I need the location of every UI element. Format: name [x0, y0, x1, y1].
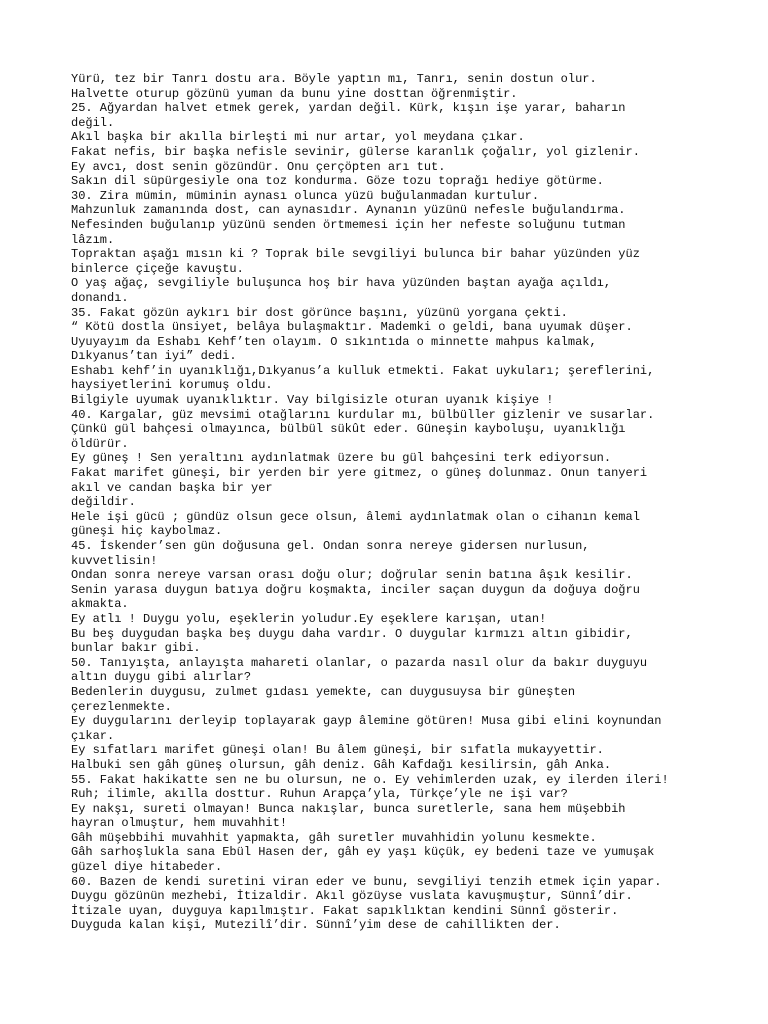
text-line: Halvette oturup gözünü yuman da bunu yine dosttan öğrenmiştir. [71, 86, 518, 101]
text-line: Çünkü gül bahçesi olmayınca, bülbül sükût eder. Güneşin kayboluşu, uyanıklığı [71, 422, 626, 437]
text-line: Bu beş duygudan başka beş duygu daha vardır. O duygular kırmızı altın gibidir, [71, 626, 633, 641]
text-line: Sakın dil süpürgesiyle ona toz kondurma. Göze tozu toprağı hediye götürme. [71, 174, 604, 189]
text-line: Duyguda kalan kişi, Mutezilî’dir. Sünnî’yim dese de cahillikten der. [71, 918, 561, 933]
text-line: Ruh; ilimle, akılla dosttur. Ruhun Arapça’yla, Türkçe’yle ne işi var? [71, 787, 568, 802]
text-line: 55. Fakat hakikatte sen ne bu olursun, ne o. Ey vehimlerden uzak, ey ilerden ileri! [71, 772, 669, 787]
text-line: Bilgiyle uyumak uyanıklıktır. Vay bilgisizle oturan uyanık kişiye ! [71, 393, 554, 408]
text-line: Dıkyanus’tan iyi” dedi. [71, 349, 237, 364]
text-line: İtizale uyan, duyguya kapılmıştır. Fakat sapıklıktan kendini Sünnî gösterir. [71, 903, 619, 918]
text-line: 30. Zira mümin, müminin aynası olunca yüzü buğulanmadan kurtulur. [71, 188, 540, 203]
text-line: Ey duygularını derleyip toplayarak gayp âlemine götüren! Musa gibi elini koynundan [71, 714, 662, 729]
text-line: O yaş ağaç, sevgiliyle buluşunca hoş bir hava yüzünden baştan ayağa açıldı, [71, 276, 612, 291]
text-line: Gâh sarhoşlukla sana Ebül Hasen der, gâh ey yaşı küçük, ey bedeni taze ve yumuşak [71, 845, 655, 860]
text-line: Ey atlı ! Duygu yolu, eşeklerin yoludur.Ey eşeklere karışan, utan! [71, 611, 547, 626]
text-line: Ey sıfatları marifet güneşi olan! Bu âlem güneşi, bir sıfatla mukayyettir. [71, 743, 604, 758]
text-line: 45. İskender’sen gün doğusuna gel. Ondan sonra nereye gidersen nurlusun, [71, 539, 590, 553]
text-line: Hele işi gücü ; gündüz olsun gece olsun, âlemi aydınlatmak olan o cihanın kemal [71, 509, 640, 524]
text-line: 60. Bazen de kendi suretini viran eder ve bunu, sevgiliyi tenzih etmek için yapar. [71, 874, 662, 889]
text-line: Duygu gözünün mezhebi, İtizaldir. Akıl gözüyse vuslata kavuşmuştur, Sünnî’dir. [71, 889, 633, 904]
text-line: Ey güneş ! Sen yeraltını aydınlatmak üzere bu gül bahçesini terk ediyorsun. [71, 451, 612, 466]
text-line: değildir. [71, 495, 136, 510]
text-line: bunlar bakır gibi. [71, 641, 201, 656]
text-line: güzel diye hitabeder. [71, 860, 223, 875]
text-line: Topraktan aşağı mısın ki ? Toprak bile sevgiliyi bulunca bir bahar yüzünden yüz [71, 247, 640, 262]
text-line: Gâh müşebbihi muvahhit yapmakta, gâh suretler muvahhidin yolunu kesmekte. [71, 830, 597, 845]
text-line: Ey avcı, dost senin gözündür. Onu çerçöpten arı tut. [71, 159, 446, 174]
document-page [71, 72, 711, 933]
text-line: Ey nakşı, sureti olmayan! Bunca nakışlar, bunca suretlerle, sana hem müşebbih [71, 801, 626, 816]
text-line: Nefesinden buğulanıp yüzünü senden örtmemesi için her nefeste soluğunu tutman [71, 217, 626, 232]
text-line: Uyuyayım da Eshabı Kehf’ten olayım. O sıkıntıda o minnette mahpus kalmak, [71, 334, 597, 349]
text-line: değil. [71, 115, 115, 130]
text-line: 35. Fakat gözün aykırı bir dost görünce başını, yüzünü yorgana çekti. [71, 305, 568, 320]
text-line: “ Kötü dostla ünsiyet, belâya bulaşmaktır. Mademki o geldi, bana uyumak düşer. [71, 320, 633, 335]
text-line: kuvvetlisin! [71, 553, 158, 568]
text-line: Akıl başka bir akılla birleşti mi nur artar, yol meydana çıkar. [71, 130, 525, 145]
text-line: öldürür. [71, 436, 129, 451]
text-line: akıl ve candan başka bir yer [71, 480, 273, 495]
text-line: Fakat marifet güneşi, bir yerden bir yere gitmez, o güneş dolunmaz. Onun tanyeri [71, 466, 648, 481]
text-line: Fakat nefis, bir başka nefisle sevinir, gülerse karanlık çoğalır, yol gizlenir. [71, 144, 640, 159]
text-line: güneşi hiç kaybolmaz. [71, 524, 223, 539]
text-line: çıkar. [71, 728, 115, 743]
text-line: 25. Ağyardan halvet etmek gerek, yardan değil. Kürk, kışın işe yarar, baharın [71, 101, 626, 116]
text-line: Bedenlerin duygusu, zulmet gıdası yemekte, can duygusuysa bir güneşten [71, 684, 576, 699]
text-line: 50. Tanıyışta, anlayışta mahareti olanlar, o pazarda nasıl olur da bakır duyguyu [71, 655, 648, 670]
text-line: akmakta. [71, 597, 129, 612]
text-line: 40. Kargalar, güz mevsimi otağlarını kurdular mı, bülbüller gizlenir ve susarlar. [71, 407, 655, 422]
text-line: lâzım. [71, 232, 115, 247]
text-line: binlerce çiçeğe kavuştu. [71, 261, 244, 276]
text-line: donandı. [71, 290, 129, 305]
text-line: Eshabı kehf’in uyanıklığı,Dıkyanus’a kulluk etmekti. Fakat uykuları; şereflerini, [71, 363, 655, 378]
text-line: çerezlenmekte. [71, 699, 172, 714]
text-line: Halbuki sen gâh güneş olursun, gâh deniz. Gâh Kafdağı kesilirsin, gâh Anka. [71, 757, 612, 772]
text-line: altın duygu gibi alırlar? [71, 670, 252, 685]
text-line: Senin yarasa duygun batıya doğru koşmakta, inciler saçan duygun da doğuya doğru [71, 582, 640, 597]
text-line: Ondan sonra nereye varsan orası doğu olur; doğrular senin batına âşık kesilir. [71, 568, 633, 583]
text-line: haysiyetlerini korumuş oldu. [71, 378, 273, 393]
text-line: Mahzunluk zamanında dost, can aynasıdır. Aynanın yüzünü nefesle buğulandırma. [71, 203, 626, 218]
text-line: Yürü, tez bir Tanrı dostu ara. Böyle yaptın mı, Tanrı, senin dostun olur. [71, 72, 597, 86]
text-line: hayran olmuştur, hem muvahhit! [71, 816, 288, 831]
